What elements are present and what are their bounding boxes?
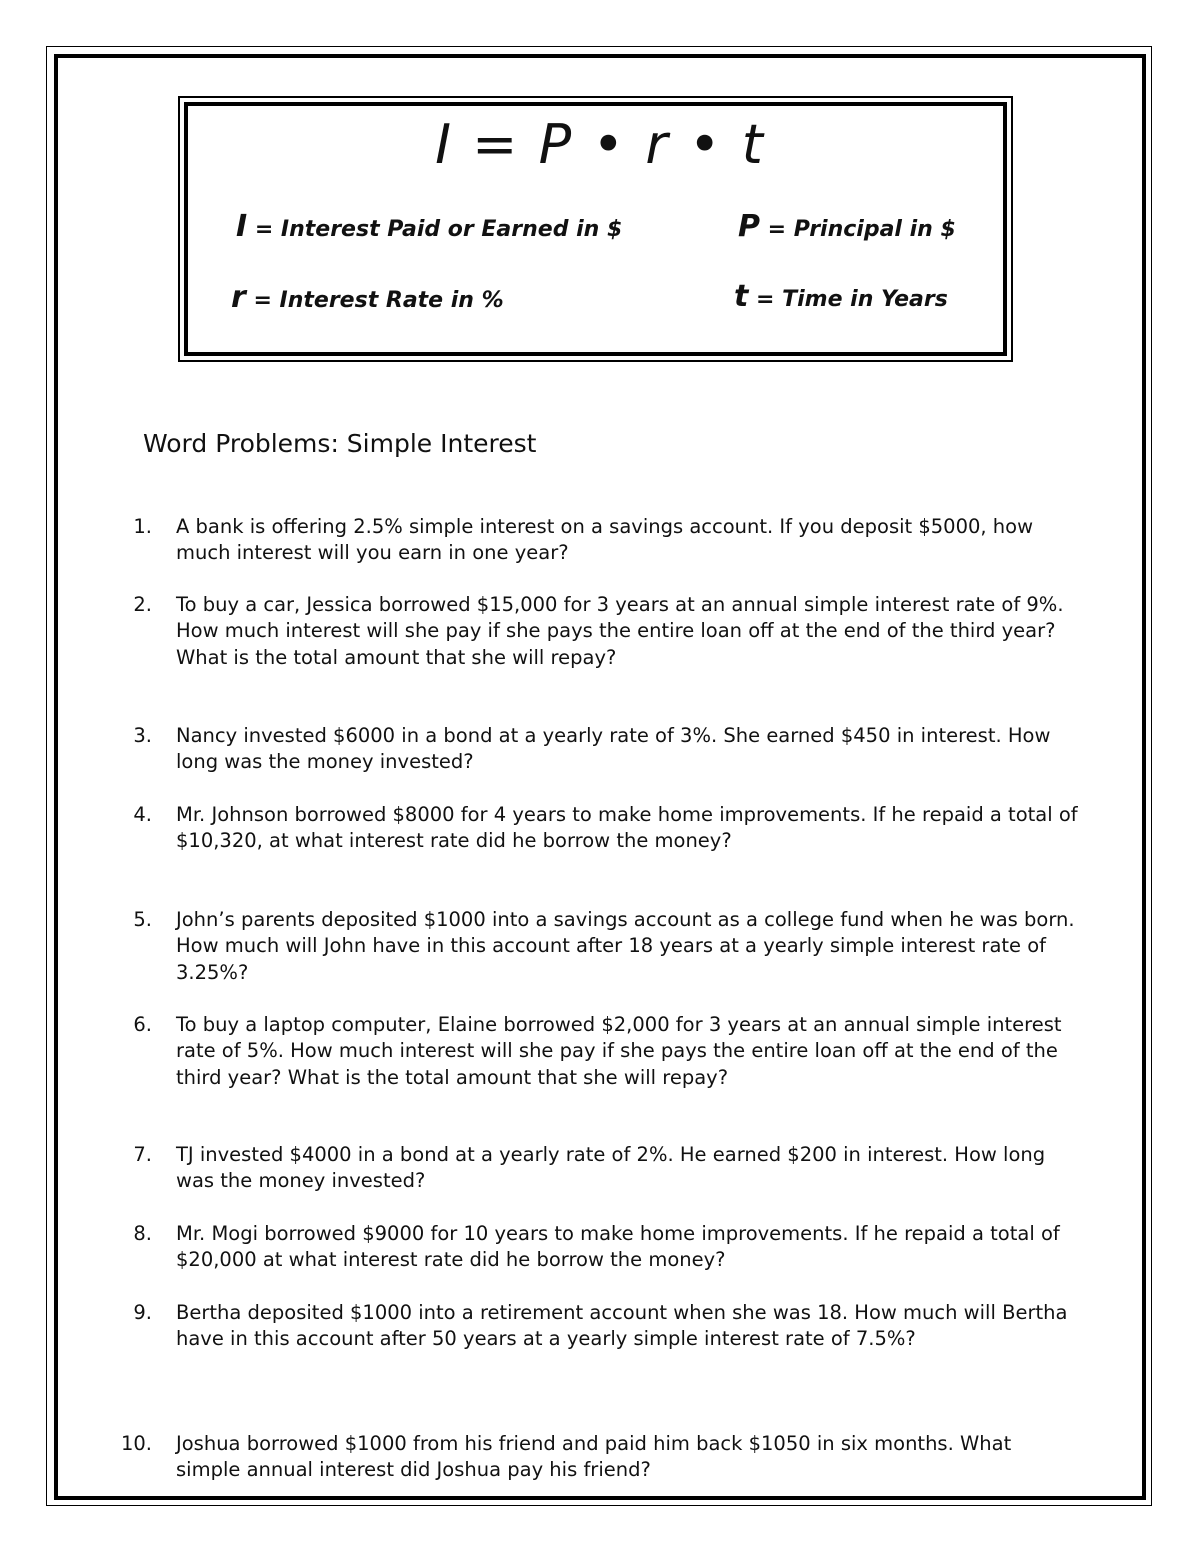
problem-number: 6.: [133, 1013, 152, 1036]
definition-time: [734, 279, 948, 315]
problem-text: Joshua borrowed $1000 from his friend and paid him back $1050 in six months. What simple annual interest did Joshua pay his friend?: [176, 1432, 1012, 1482]
problem-text: Bertha deposited $1000 into a retirement account when she was 18. How much will Bertha have in this account after 50 years at a yearly simple interest rate of 7.5%?: [176, 1301, 1068, 1351]
problem-text: TJ invested $4000 in a bond at a yearly rate of 2%. He earned $200 in interest. How long was the money invested?: [176, 1143, 1046, 1193]
definition-rate: [231, 280, 504, 316]
problem-text: John’s parents deposited $1000 into a savings account as a college fund when he was born. How much will John have in this account after 18 years at a yearly simple interest rate of 3.25%?: [176, 908, 1075, 984]
problem-text: To buy a car, Jessica borrowed $15,000 for 3 years at an annual simple interest rate of 9%. How much interest will she pay if she pays the entire loan off at the end of the third year? What is the total amount that she will repay?: [176, 593, 1064, 669]
problem-number: 10.: [120, 1432, 152, 1455]
definition-text: = Interest Paid or Earned in $: [247, 217, 623, 242]
problem-text: A bank is offering 2.5% simple interest on a savings account. If you deposit $5000, how much interest will you earn in one year?: [176, 515, 1034, 565]
definition-symbol: I: [236, 209, 248, 244]
definition-principal: [738, 209, 956, 245]
problem-number: 3.: [133, 724, 152, 747]
problem-number: 8.: [133, 1222, 152, 1245]
problem-number: 5.: [133, 908, 152, 931]
problem-text: Nancy invested $6000 in a bond at a yearly rate of 3%. She earned $450 in interest. How long was the money invested?: [176, 724, 1051, 774]
problem-number: 4.: [133, 803, 152, 826]
problem-text: Mr. Johnson borrowed $8000 for 4 years to make home improvements. If he repaid a total of $10,320, at what interest rate did he borrow the money?: [176, 803, 1078, 853]
definition-symbol: r: [231, 280, 246, 315]
problem-number: 7.: [133, 1143, 152, 1166]
worksheet-heading: Word Problems: Simple Interest: [143, 429, 537, 458]
problem-text: To buy a laptop computer, Elaine borrowed $2,000 for 3 years at an annual simple interest rate of 5%. How much interest will she pay if she pays the entire loan off at the end of the third year? What is the total amount that she will repay?: [176, 1013, 1062, 1089]
definition-text: = Time in Years: [748, 287, 948, 312]
problem-number: 2.: [133, 593, 152, 616]
problem-text: Mr. Mogi borrowed $9000 for 10 years to make home improvements. If he repaid a total of $20,000 at what interest rate did he borrow the money?: [176, 1222, 1060, 1272]
interest-formula: I = P • r • t: [435, 113, 765, 176]
definition-interest: [236, 209, 623, 245]
definition-text: = Interest Rate in %: [245, 288, 504, 313]
definition-symbol: t: [734, 279, 749, 314]
definition-symbol: P: [738, 209, 760, 244]
definition-text: = Principal in $: [760, 217, 956, 242]
problem-number: 9.: [133, 1301, 152, 1324]
problem-number: 1.: [133, 515, 152, 538]
